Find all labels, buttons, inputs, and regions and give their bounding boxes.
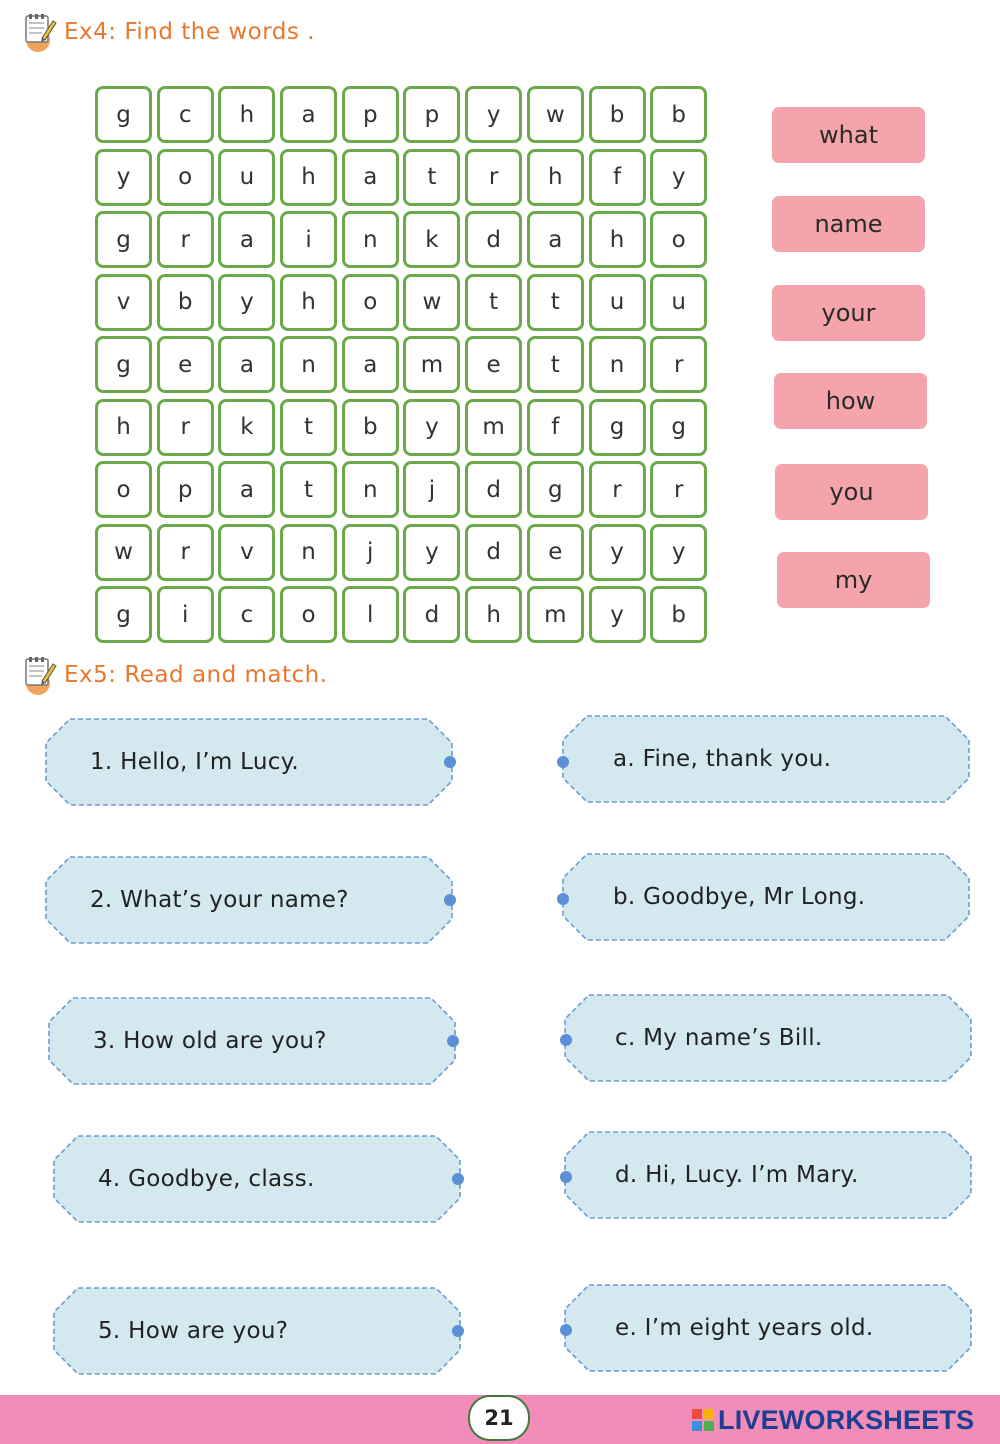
grid-cell[interactable]: y [589, 524, 646, 581]
grid-cell[interactable]: y [650, 149, 707, 206]
match-dot-left-5[interactable] [452, 1325, 464, 1337]
match-text: e. I’m eight years old. [615, 1315, 874, 1341]
grid-cell[interactable]: g [95, 586, 152, 643]
grid-cell[interactable]: m [403, 336, 460, 393]
grid-cell[interactable]: b [157, 274, 214, 331]
grid-cell[interactable]: p [342, 86, 399, 143]
grid-cell[interactable]: a [280, 86, 337, 143]
match-item-right-d [563, 1130, 973, 1220]
word-box: you [775, 464, 928, 520]
match-dot-right-a[interactable] [557, 756, 569, 768]
grid-cell[interactable]: g [650, 399, 707, 456]
grid-cell[interactable]: b [650, 86, 707, 143]
match-text: 1. Hello, I’m Lucy. [90, 749, 299, 775]
grid-cell[interactable]: y [218, 274, 275, 331]
grid-cell[interactable]: h [465, 586, 522, 643]
grid-cell[interactable]: v [95, 274, 152, 331]
grid-cell[interactable]: f [589, 149, 646, 206]
grid-cell[interactable]: t [465, 274, 522, 331]
grid-cell[interactable]: g [589, 399, 646, 456]
grid-cell[interactable]: y [95, 149, 152, 206]
grid-cell[interactable]: e [527, 524, 584, 581]
grid-cell[interactable]: r [157, 524, 214, 581]
match-dot-right-c[interactable] [560, 1034, 572, 1046]
grid-cell[interactable]: g [95, 211, 152, 268]
grid-cell[interactable]: a [342, 336, 399, 393]
grid-cell[interactable]: v [218, 524, 275, 581]
grid-cell[interactable]: g [95, 336, 152, 393]
grid-cell[interactable]: a [218, 336, 275, 393]
page-number: 21 [468, 1395, 530, 1441]
liveworksheets-mark-icon [692, 1409, 714, 1431]
grid-cell[interactable]: o [280, 586, 337, 643]
grid-cell[interactable]: a [218, 211, 275, 268]
ex5-heading [20, 653, 328, 697]
match-text: c. My name’s Bill. [615, 1025, 823, 1051]
grid-cell[interactable]: d [465, 524, 522, 581]
grid-cell[interactable]: y [403, 524, 460, 581]
ex4-title: Ex4: Find the words . [64, 19, 315, 45]
grid-cell[interactable]: w [527, 86, 584, 143]
grid-cell[interactable]: l [342, 586, 399, 643]
match-item-left-5 [52, 1286, 462, 1376]
grid-cell[interactable]: m [527, 586, 584, 643]
grid-cell[interactable]: o [95, 461, 152, 518]
grid-cell[interactable]: a [218, 461, 275, 518]
grid-cell[interactable]: j [403, 461, 460, 518]
match-item-left-4 [52, 1134, 462, 1224]
word-box: name [772, 196, 925, 252]
grid-cell[interactable]: h [218, 86, 275, 143]
grid-cell[interactable]: e [465, 336, 522, 393]
grid-cell[interactable]: e [157, 336, 214, 393]
grid-cell[interactable]: o [650, 211, 707, 268]
notepad-pencil-icon [20, 655, 60, 695]
word-search-grid [95, 86, 707, 643]
match-text: 3. How old are you? [93, 1028, 327, 1054]
grid-cell[interactable]: b [342, 399, 399, 456]
match-item-left-2 [44, 855, 454, 945]
grid-cell[interactable]: i [280, 211, 337, 268]
match-text: d. Hi, Lucy. I’m Mary. [615, 1162, 859, 1188]
match-item-right-c [563, 993, 973, 1083]
liveworksheets-logo [692, 1402, 974, 1438]
grid-cell[interactable]: o [342, 274, 399, 331]
match-text: 2. What’s your name? [90, 887, 349, 913]
match-dot-left-1[interactable] [444, 756, 456, 768]
grid-cell[interactable]: r [157, 399, 214, 456]
grid-cell[interactable]: r [157, 211, 214, 268]
grid-cell[interactable]: k [218, 399, 275, 456]
grid-cell[interactable]: h [589, 211, 646, 268]
grid-cell[interactable]: r [589, 461, 646, 518]
match-text: 4. Goodbye, class. [98, 1166, 315, 1192]
word-box: how [774, 373, 927, 429]
grid-cell[interactable]: p [157, 461, 214, 518]
grid-cell[interactable]: y [589, 586, 646, 643]
grid-cell[interactable]: g [527, 461, 584, 518]
grid-cell[interactable]: g [95, 86, 152, 143]
notepad-pencil-icon [20, 12, 60, 52]
ex4-heading [20, 10, 315, 54]
grid-cell[interactable]: n [589, 336, 646, 393]
grid-cell[interactable]: u [650, 274, 707, 331]
grid-cell[interactable]: m [465, 399, 522, 456]
grid-cell[interactable]: h [280, 274, 337, 331]
match-item-left-1 [44, 717, 454, 807]
grid-cell[interactable]: u [218, 149, 275, 206]
grid-cell[interactable]: a [527, 211, 584, 268]
word-box: my [777, 552, 930, 608]
match-dot-right-e[interactable] [560, 1324, 572, 1336]
word-box: your [772, 285, 925, 341]
match-dot-right-d[interactable] [560, 1171, 572, 1183]
grid-cell[interactable]: d [465, 461, 522, 518]
grid-cell[interactable]: n [280, 336, 337, 393]
grid-cell[interactable]: a [342, 149, 399, 206]
match-item-left-3 [47, 996, 457, 1086]
grid-cell[interactable]: w [403, 274, 460, 331]
grid-cell[interactable]: n [342, 211, 399, 268]
match-dot-right-b[interactable] [557, 893, 569, 905]
grid-cell[interactable]: r [465, 149, 522, 206]
grid-cell[interactable]: d [465, 211, 522, 268]
match-dot-left-3[interactable] [447, 1035, 459, 1047]
grid-cell[interactable]: t [280, 461, 337, 518]
grid-cell[interactable]: n [342, 461, 399, 518]
grid-cell[interactable]: w [95, 524, 152, 581]
grid-cell[interactable]: b [650, 586, 707, 643]
grid-cell[interactable]: y [650, 524, 707, 581]
match-item-right-b [561, 852, 971, 942]
grid-cell[interactable]: t [527, 274, 584, 331]
brand-name: LIVEWORKSHEETS [718, 1404, 975, 1435]
grid-cell[interactable]: r [650, 336, 707, 393]
ex5-title: Ex5: Read and match. [64, 662, 328, 688]
match-text: 5. How are you? [98, 1318, 289, 1344]
word-box: what [772, 107, 925, 163]
grid-cell[interactable]: i [157, 586, 214, 643]
grid-cell[interactable]: c [218, 586, 275, 643]
match-text: a. Fine, thank you. [613, 746, 832, 772]
grid-cell[interactable]: h [95, 399, 152, 456]
match-dot-left-4[interactable] [452, 1173, 464, 1185]
match-dot-left-2[interactable] [444, 894, 456, 906]
grid-cell[interactable]: n [280, 524, 337, 581]
grid-cell[interactable]: h [527, 149, 584, 206]
grid-cell[interactable]: o [157, 149, 214, 206]
grid-cell[interactable]: c [157, 86, 214, 143]
grid-cell[interactable]: t [280, 399, 337, 456]
grid-cell[interactable]: h [280, 149, 337, 206]
match-item-right-e [563, 1283, 973, 1373]
grid-cell[interactable]: y [465, 86, 522, 143]
grid-cell[interactable]: f [527, 399, 584, 456]
grid-cell[interactable]: t [403, 149, 460, 206]
grid-cell[interactable]: y [403, 399, 460, 456]
match-item-right-a [561, 714, 971, 804]
grid-cell[interactable]: d [403, 586, 460, 643]
grid-cell[interactable]: t [527, 336, 584, 393]
grid-cell[interactable]: b [589, 86, 646, 143]
grid-cell[interactable]: k [403, 211, 460, 268]
grid-cell[interactable]: j [342, 524, 399, 581]
grid-cell[interactable]: r [650, 461, 707, 518]
grid-cell[interactable]: p [403, 86, 460, 143]
grid-cell[interactable]: u [589, 274, 646, 331]
match-text: b. Goodbye, Mr Long. [613, 884, 866, 910]
